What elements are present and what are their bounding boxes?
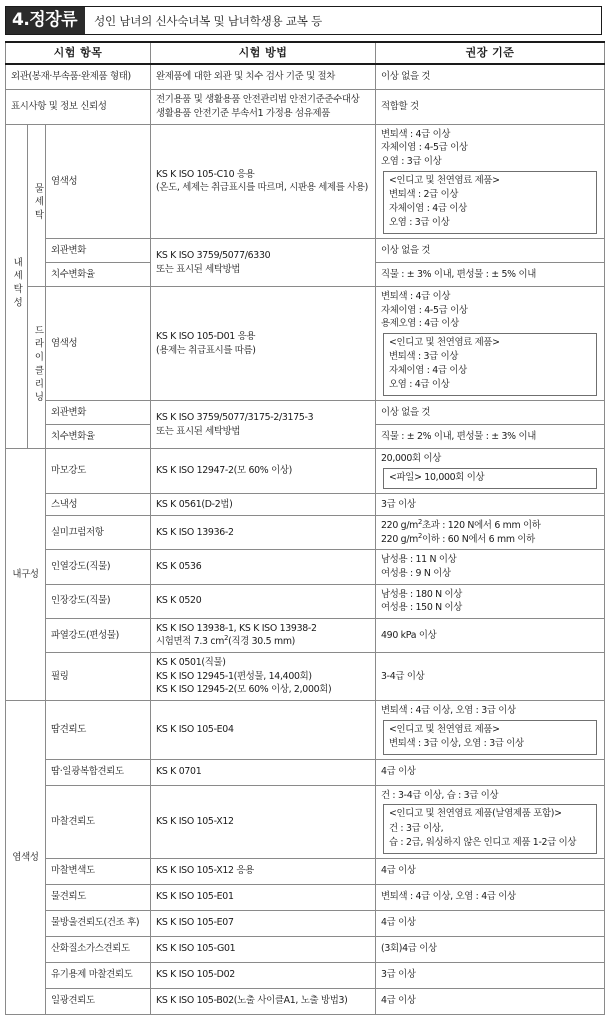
row-criteria-rubbing [376, 785, 605, 858]
row-item-water-spot: 물방울견뢰도(건조 후) [46, 910, 151, 936]
row-method-tear-strength: KS K 0536 [151, 550, 376, 584]
row-method-water: KS K ISO 105-E01 [151, 884, 376, 910]
row-item-tear-strength: 인열강도(직물) [46, 550, 151, 584]
row-method-perspiration: KS K ISO 105-E04 [151, 700, 376, 759]
table-row [6, 884, 605, 910]
row-item-dry-dimension: 치수변화율 [46, 425, 151, 449]
method-line [156, 635, 370, 649]
row-criteria-water-spot: 4급 이상 [376, 910, 605, 936]
row-criteria-abrasion [376, 449, 605, 494]
column-header-criteria: 권장 기준 [376, 42, 605, 64]
row-method-appearance: 완제품에 대한 외관 및 치수 검사 기준 및 절차 [151, 64, 376, 90]
criteria-line: 여성용 : 9 N 이상 [381, 567, 451, 579]
row-item-wash-appearance: 외관변화 [46, 239, 151, 263]
criteria-line [381, 519, 599, 533]
table-row [6, 910, 605, 936]
superscript: 2 [418, 531, 423, 540]
table-row [6, 124, 605, 238]
row-criteria-rubbing-discolor: 4급 이상 [376, 858, 605, 884]
subbox-line: 건 : 3급 이상, [389, 822, 444, 834]
column-header-method: 시험 방법 [151, 42, 376, 64]
criteria-subbox-indigo [383, 333, 597, 396]
table-row [6, 936, 605, 962]
criteria-subbox-pile [383, 468, 597, 489]
row-criteria-labeling: 적합할 것 [376, 90, 605, 124]
row-item-rubbing: 마찰견뢰도 [46, 785, 151, 858]
row-method-snagging: KS K 0561(D-2법) [151, 494, 376, 516]
subbox-title: <인디고 및 천연염료 제품> [389, 723, 500, 735]
group-label-durability [6, 449, 46, 701]
criteria-value: 220 g/m [381, 520, 419, 532]
table-row [6, 618, 605, 652]
row-item-labeling: 표시사항 및 정보 신뢰성 [6, 90, 151, 124]
category-subtitle: 성인 남녀의 신사숙녀복 및 남녀학생용 교복 등 [85, 7, 601, 34]
row-criteria-wash-appearance: 이상 없을 것 [376, 239, 605, 263]
row-criteria-perspiration [376, 700, 605, 759]
method-line: (용제는 취급표시를 따름) [156, 344, 256, 356]
table-row [6, 962, 605, 988]
subbox-line: 변퇴색 : 3급 이상 [389, 350, 459, 362]
criteria-line: 변퇴색 : 4급 이상, 오염 : 3급 이상 [381, 704, 516, 716]
method-line: KS K ISO 3759/5077/3175-2/3175-3 [156, 412, 314, 424]
method-line: 생활용품 안전기준 부속서1 가정용 섬유제품 [156, 108, 330, 120]
criteria-line: 용제오염 : 4급 이상 [381, 318, 459, 330]
row-item-bursting-strength: 파열강도(편성물) [46, 618, 151, 652]
method-line: 또는 표시된 세탁방법 [156, 425, 241, 437]
row-method-water-spot: KS K ISO 105-E07 [151, 910, 376, 936]
group-label-colorfastness [6, 700, 46, 1014]
row-item-light: 일광견뢰도 [46, 988, 151, 1014]
subbox-line: 자체이염 : 4급 이상 [389, 365, 467, 377]
method-line: 또는 표시된 세탁방법 [156, 263, 241, 275]
group-label-text: 내구성 [12, 568, 39, 580]
criteria-line: 여성용 : 150 N 이상 [381, 602, 463, 614]
subbox-line: 습 : 2급, 워싱하지 않은 인디고 제품 1-2급 이상 [389, 836, 577, 848]
row-item-seam-slippage: 실미끄럼저항 [46, 516, 151, 550]
subbox-line: 변퇴색 : 2급 이상 [389, 188, 459, 200]
row-item-perspiration-light: 땀·일광복합견뢰도 [46, 759, 151, 785]
row-method-dry-dye [151, 287, 376, 401]
row-item-dry-appearance: 외관변화 [46, 401, 151, 425]
group-label-text: 내세탁성 [11, 257, 23, 311]
method-line: KS K ISO 3759/5077/6330 [156, 249, 271, 261]
table-row [6, 759, 605, 785]
subbox-line: <파일> 10,000회 이상 [389, 471, 485, 483]
subbox-line: 자체이염 : 4급 이상 [389, 202, 467, 214]
criteria-line: 남성용 : 180 N 이상 [381, 588, 463, 600]
group-label-water-wash [28, 124, 46, 286]
table-row [6, 858, 605, 884]
row-item-appearance: 외관(봉재·부속품·완제품 형태) [6, 64, 151, 90]
subbox-line: 오염 : 3급 이상 [389, 216, 450, 228]
row-item-dry-dye: 염색성 [46, 287, 151, 401]
row-criteria-wash-dye [376, 124, 605, 238]
row-item-perspiration: 땀견뢰도 [46, 700, 151, 759]
row-criteria-tensile-strength [376, 584, 605, 618]
criteria-subbox-indigo [383, 804, 597, 853]
row-method-rubbing: KS K ISO 105-X12 [151, 785, 376, 858]
table-row [6, 449, 605, 494]
group-label-text: 드라이클리닝 [32, 325, 44, 406]
group-label-text: 염색성 [12, 851, 39, 863]
method-line: KS K ISO 105-D01 응용 [156, 331, 256, 343]
table-row [6, 401, 605, 425]
row-criteria-light: 4급 이상 [376, 988, 605, 1014]
row-item-rubbing-discolor: 마찰변색도 [46, 858, 151, 884]
subbox-line: 오염 : 4급 이상 [389, 379, 450, 391]
row-criteria-tear-strength [376, 550, 605, 584]
row-criteria-seam-slippage [376, 516, 605, 550]
row-criteria-water: 변퇴색 : 4급 이상, 오염 : 4급 이상 [376, 884, 605, 910]
table-row [6, 700, 605, 759]
specification-table [5, 41, 605, 1015]
row-item-abrasion: 마모강도 [46, 449, 151, 494]
row-method-perspiration-light: KS K 0701 [151, 759, 376, 785]
method-value: (직경 30.5 mm) [228, 636, 296, 648]
table-row [6, 287, 605, 401]
row-method-seam-slippage: KS K ISO 13936-2 [151, 516, 376, 550]
superscript: 2 [418, 517, 423, 526]
category-tag: 4.정장류 [6, 7, 85, 34]
row-method-nitrogen-oxide: KS K ISO 105-G01 [151, 936, 376, 962]
criteria-value: 이하 : 60 N에서 6 mm 이하 [422, 533, 535, 545]
criteria-line: 건 : 3-4급 이상, 습 : 3급 이상 [381, 789, 499, 801]
group-label-dry-cleaning [28, 287, 46, 449]
criteria-subbox-indigo [383, 720, 597, 755]
criteria-line: 자체이염 : 4-5급 이상 [381, 304, 468, 316]
criteria-line: 오염 : 3급 이상 [381, 155, 442, 167]
method-line: KS K ISO 13938-1, KS K ISO 13938-2 [156, 622, 317, 634]
table-row [6, 653, 605, 701]
subbox-line: 변퇴색 : 3급 이상, 오염 : 3급 이상 [389, 737, 524, 749]
row-criteria-dry-dye [376, 287, 605, 401]
row-method-bursting-strength [151, 618, 376, 652]
subbox-title: <인디고 및 천연염료 제품(날염제품 포함)> [389, 808, 562, 820]
criteria-value: 초과 : 120 N에서 6 mm 이하 [422, 520, 541, 532]
table-row [6, 550, 605, 584]
row-method-wash-dye [151, 124, 376, 238]
subbox-title: <인디고 및 천연염료 제품> [389, 174, 500, 186]
criteria-line: 변퇴색 : 4급 이상 [381, 291, 451, 302]
row-item-snagging: 스낵성 [46, 494, 151, 516]
row-item-nitrogen-oxide: 산화질소가스견뢰도 [46, 936, 151, 962]
criteria-value: 220 g/m [381, 533, 419, 545]
row-method-dry-care [151, 401, 376, 449]
table-row [6, 494, 605, 516]
group-label-wash-resistance [6, 124, 28, 449]
row-item-organic-solvent: 유기용제 마찰견뢰도 [46, 962, 151, 988]
row-criteria-dry-appearance: 이상 없을 것 [376, 401, 605, 425]
row-item-tensile-strength: 인장강도(직물) [46, 584, 151, 618]
row-item-water: 물견뢰도 [46, 884, 151, 910]
method-line: (온도, 세제는 취급표시를 따르며, 시판용 세제를 사용) [156, 182, 369, 194]
row-criteria-bursting-strength: 490 kPa 이상 [376, 618, 605, 652]
criteria-line: 자체이염 : 4-5급 이상 [381, 142, 468, 154]
superscript: 2 [224, 634, 229, 643]
row-item-wash-dimension: 치수변화율 [46, 263, 151, 287]
row-method-light: KS K ISO 105-B02(노출 사이클A1, 노출 방법3) [151, 988, 376, 1014]
row-criteria-organic-solvent: 3급 이상 [376, 962, 605, 988]
table-row [6, 516, 605, 550]
table-row [6, 64, 605, 90]
row-criteria-wash-dimension: 직물 : ± 3% 이내, 편성물 : ± 5% 이내 [376, 263, 605, 287]
row-method-rubbing-discolor: KS K ISO 105-X12 응용 [151, 858, 376, 884]
row-method-wash-care [151, 239, 376, 287]
title-banner [5, 6, 602, 35]
criteria-line: 변퇴색 : 4급 이상 [381, 128, 451, 140]
row-criteria-snagging: 3급 이상 [376, 494, 605, 516]
row-item-pilling: 필링 [46, 653, 151, 701]
row-method-labeling [151, 90, 376, 124]
table-header-row [6, 42, 605, 64]
row-method-pilling [151, 653, 376, 701]
criteria-subbox-indigo [383, 171, 597, 234]
row-criteria-dry-dimension: 직물 : ± 2% 이내, 편성물 : ± 3% 이내 [376, 425, 605, 449]
subbox-title: <인디고 및 천연염료 제품> [389, 336, 500, 348]
row-item-wash-dye: 염색성 [46, 124, 151, 238]
method-line: KS K ISO 12945-2(모 60% 이상, 2,000회) [156, 684, 332, 696]
column-header-item: 시험 항목 [6, 42, 151, 64]
method-value: 시험면적 7.3 cm [156, 636, 225, 648]
row-method-abrasion: KS K ISO 12947-2(모 60% 이상) [151, 449, 376, 494]
criteria-line: 남성용 : 11 N 이상 [381, 554, 457, 566]
row-criteria-nitrogen-oxide: (3회)4급 이상 [376, 936, 605, 962]
table-row [6, 90, 605, 124]
group-label-text: 물세탁 [32, 182, 44, 224]
criteria-line [381, 533, 599, 547]
criteria-line: 20,000회 이상 [381, 453, 441, 465]
table-row [6, 988, 605, 1014]
row-method-organic-solvent: KS K ISO 105-D02 [151, 962, 376, 988]
row-criteria-pilling: 3-4급 이상 [376, 653, 605, 701]
method-line: KS K 0501(직물) [156, 657, 226, 669]
method-line: 전기용품 및 생활용품 안전관리법 안전기준준수대상 [156, 94, 360, 106]
row-criteria-perspiration-light: 4급 이상 [376, 759, 605, 785]
table-row [6, 785, 605, 858]
method-line: KS K ISO 105-C10 응용 [156, 168, 255, 180]
table-row [6, 239, 605, 263]
method-line: KS K ISO 12945-1(편성물, 14,400회) [156, 670, 312, 682]
table-row [6, 584, 605, 618]
row-method-tensile-strength: KS K 0520 [151, 584, 376, 618]
row-criteria-appearance: 이상 없을 것 [376, 64, 605, 90]
